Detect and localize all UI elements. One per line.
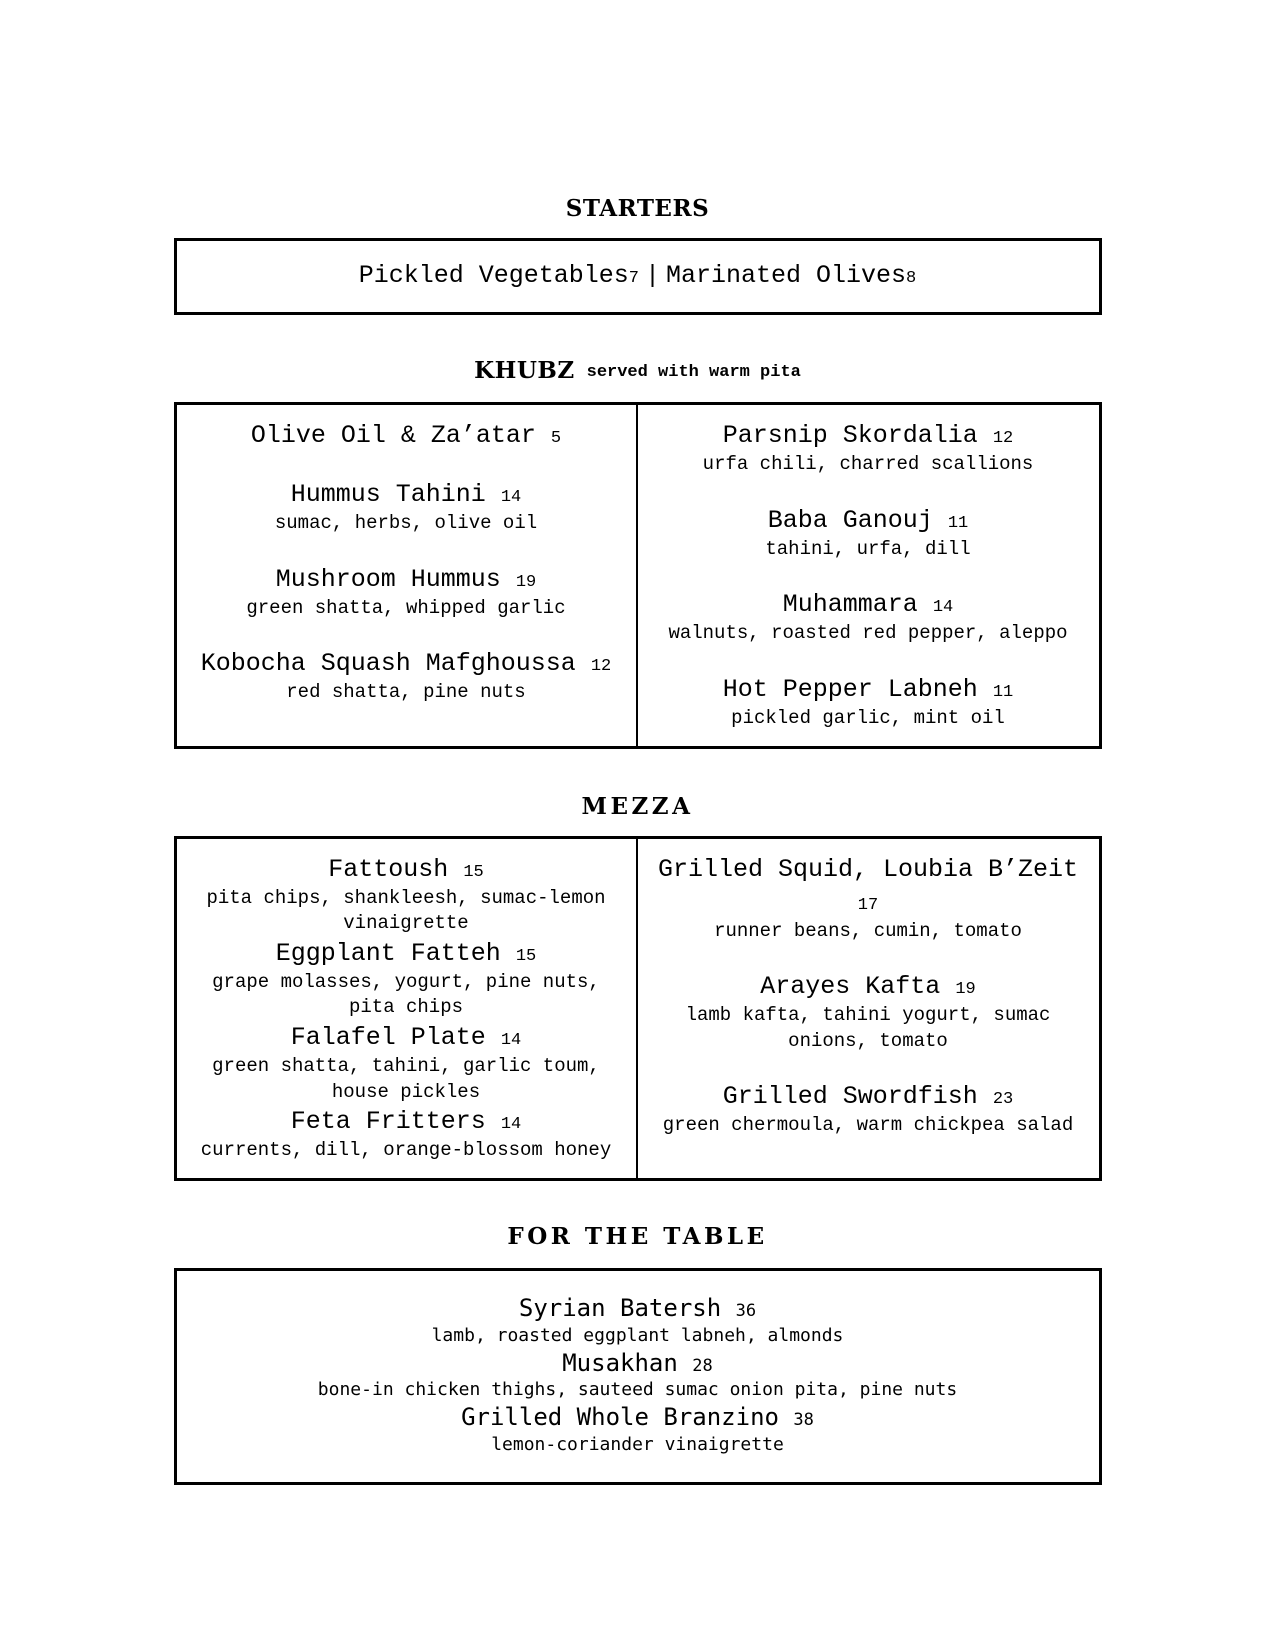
mezza-box [174,836,1102,1181]
item-name: Fattoush [328,854,449,884]
item-name: Hot Pepper Labneh [722,674,978,704]
item-name: Grilled Squid, Loubia B’Zeit [657,854,1079,884]
item-description: green chermoula, warm chickpea salad [662,1114,1074,1137]
item-name-row [187,1105,626,1138]
item-description: walnuts, roasted red pepper, aleppo [668,622,1068,645]
spacer-khubz [0,384,1275,402]
item-name: Olive Oil & Za’atar [250,421,536,450]
item-name: Grilled Swordfish [722,1082,978,1112]
item-price: 14 [932,598,954,618]
item-description: sumac, herbs, olive oil [274,512,538,534]
item-name: Syrian Batersh [518,1294,722,1323]
item-description: green shatta, whipped garlic [246,596,566,619]
item-description: lemon-coriander vinaigrette [491,1433,784,1455]
item-name: Baba Ganouj [767,505,933,535]
item-name-row [648,419,1089,452]
item-price: 19 [955,980,976,1000]
item-price: 15 [463,862,484,882]
starters-title: STARTERS [565,195,710,222]
for-the-table-box [174,1268,1102,1485]
menu-item [648,588,1089,647]
item-price: 14 [500,1031,522,1051]
item-name-row [648,970,1089,1003]
item-name: Parsnip Skordalia [722,421,978,450]
starters-line [177,241,1099,312]
section-heading-mezza [0,793,1275,820]
menu-item [187,419,626,452]
item-description: tahini, urfa, dill [765,537,971,560]
starters-box [174,238,1102,315]
item-name: Mushroom Hummus [275,564,501,594]
khubz-right-column [638,405,1099,746]
item-price: 12 [590,657,612,677]
item-price: 11 [992,682,1014,702]
item-name: Muhammara [782,590,918,620]
menu-item [648,853,1089,945]
menu-item [187,1021,626,1105]
item-description: pita chips, shankleesh, sumac-lemon vinaigrette [206,886,606,935]
item-price: 5 [550,429,562,448]
item-price: 15 [515,946,537,966]
item-name-row [187,647,626,680]
starters-item-2-price: 8 [906,269,917,288]
item-name: Kobocha Squash Mafghoussa [200,649,576,679]
item-name-row [648,588,1089,621]
starters-item-1-price: 7 [628,269,639,288]
item-name-row [187,563,626,596]
item-name-row [648,853,1089,919]
item-name: Grilled Whole Branzino [461,1402,779,1431]
menu-item [187,1402,1089,1456]
item-price: 28 [692,1355,713,1376]
menu-item [187,563,626,622]
item-name-row [187,478,626,511]
item-price: 14 [500,488,522,507]
item-price: 19 [515,572,537,592]
item-name-row [187,937,626,970]
menu-item [187,647,626,706]
item-description: currents, dill, orange-blossom honey [200,1139,612,1162]
menu-item [648,504,1089,563]
item-price: 38 [793,1409,814,1430]
item-price: 23 [992,1090,1014,1110]
item-name: Feta Fritters [290,1107,486,1137]
top-spacer [0,0,1275,195]
spacer-for-the-table [0,1250,1275,1268]
item-name-row [187,419,626,452]
menu-item [187,853,626,937]
item-name-row [648,504,1089,537]
item-name: Arayes Kafta [760,972,941,1002]
khubz-left-column [177,405,638,746]
khubz-subtitle: served with warm pita [586,363,801,382]
item-name: Hummus Tahini [290,480,486,509]
item-description: bone-in chicken thighs, sauteed sumac onion pita, pine nuts [317,1379,958,1401]
menu-item [648,419,1089,478]
item-description: red shatta, pine nuts [286,681,526,704]
for-the-table-title: FOR THE TABLE [507,1223,768,1251]
spacer-mezza [0,820,1275,836]
menu-item [187,478,626,537]
item-description: grape molasses, yogurt, pine nuts, pita chips [212,970,600,1019]
menu-item [187,1105,626,1164]
item-description: runner beans, cumin, tomato [714,919,1022,942]
mezza-title: MEZZA [581,792,694,820]
item-price: 36 [735,1301,757,1322]
menu-item [187,937,626,1021]
item-name-row [187,1293,1089,1324]
khubz-box [174,402,1102,749]
starters-item-1-name: Pickled Vegetables [358,261,629,290]
item-price: 12 [992,429,1014,448]
item-description: urfa chili, charred scallions [702,453,1034,475]
item-name: Eggplant Fatteh [275,938,501,968]
item-name: Falafel Plate [290,1023,486,1053]
menu-item [187,1293,1089,1347]
menu-item [187,1348,1089,1402]
item-name-row [187,1348,1089,1379]
spacer-after-mezza [0,1181,1275,1223]
item-name-row [648,673,1089,706]
item-description: lamb kafta, tahini yogurt, sumac onions, tomato [685,1004,1051,1052]
item-price: 17 [857,895,879,915]
item-description: green shatta, tahini, garlic toum, house pickles [212,1055,600,1103]
starters-separator: | [644,261,660,290]
item-name: Musakhan [562,1348,678,1377]
item-description: lamb, roasted eggplant labneh, almonds [431,1324,844,1346]
menu-item [648,673,1089,732]
khubz-title: KHUBZ [474,357,575,384]
item-name-row [187,853,626,886]
spacer-starters [0,222,1275,238]
menu-item [648,1080,1089,1139]
spacer-after-starters [0,315,1275,357]
item-description: pickled garlic, mint oil [731,706,1005,729]
item-name-row [648,1080,1089,1113]
starters-item-2-name: Marinated Olives [666,261,907,290]
section-heading-khubz [0,357,1275,384]
item-price: 14 [500,1115,522,1135]
section-heading-for-the-table [0,1223,1275,1250]
item-name-row [187,1402,1089,1433]
section-heading-starters [0,195,1275,222]
item-name-row [187,1021,626,1054]
spacer-after-khubz [0,749,1275,793]
item-price: 11 [947,513,969,533]
mezza-left-column [177,839,638,1178]
menu-item [648,970,1089,1054]
for-the-table-items [177,1271,1099,1482]
mezza-right-column [638,839,1099,1178]
